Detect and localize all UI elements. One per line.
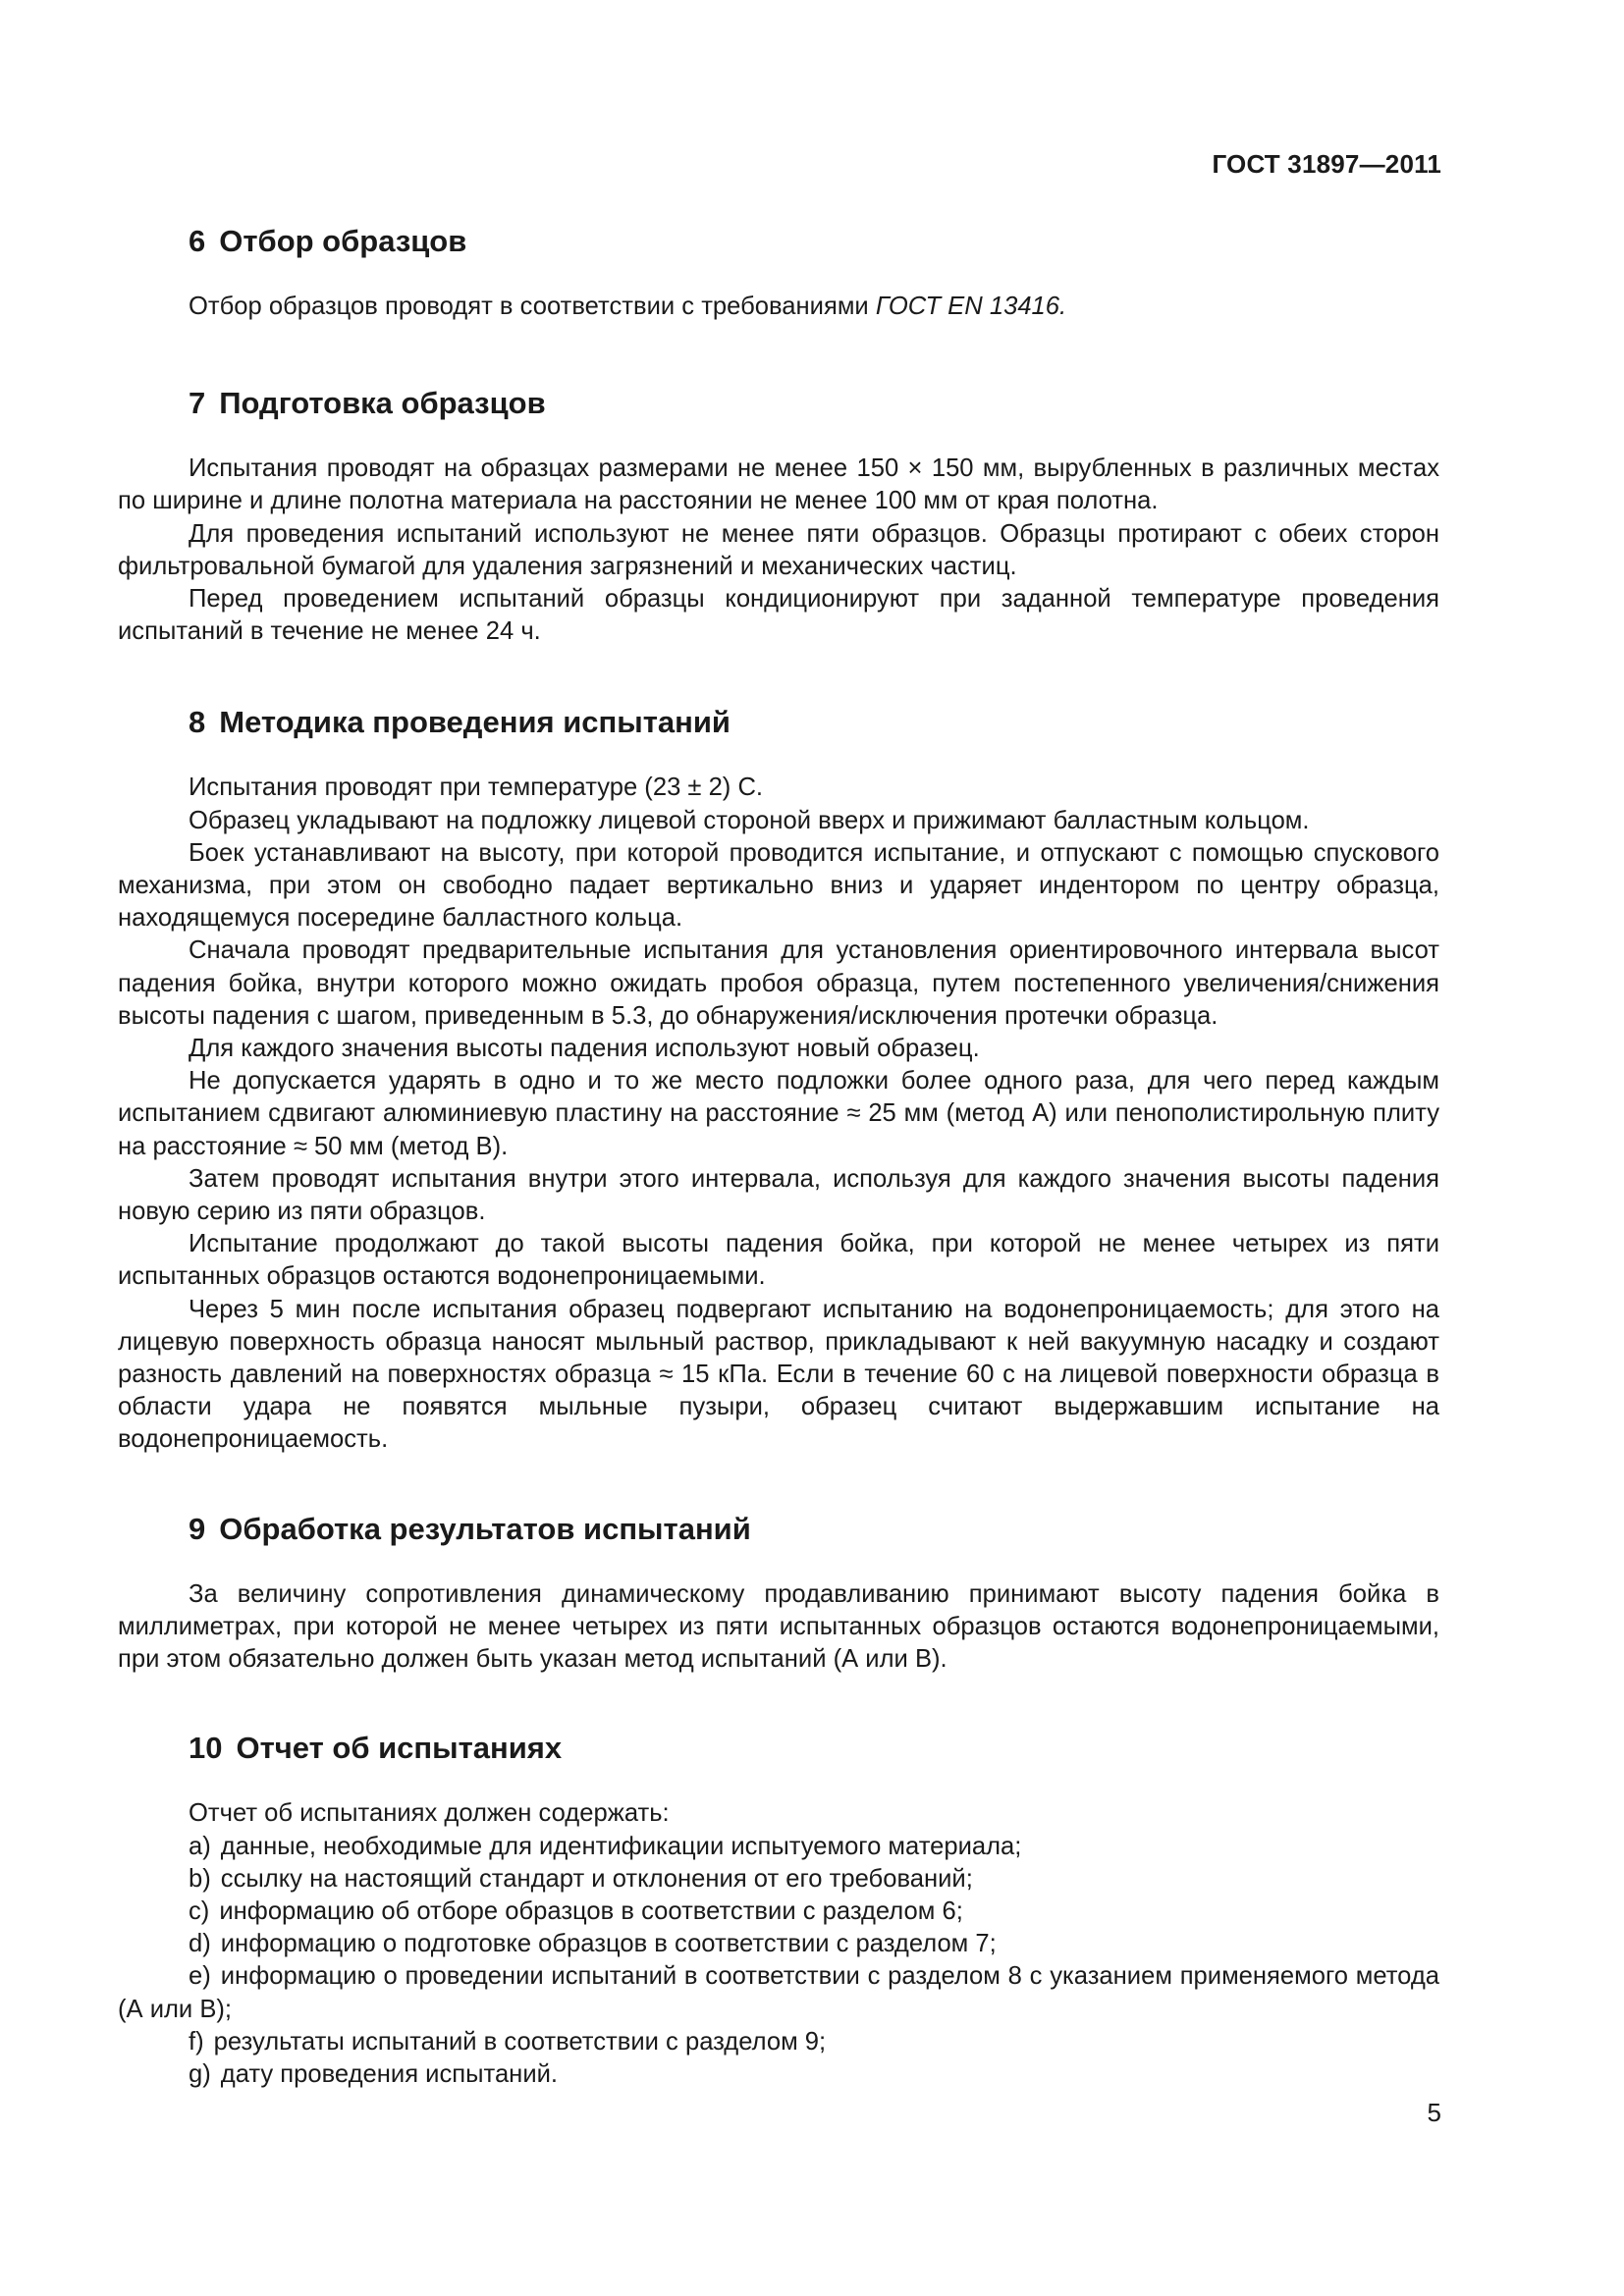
list-item-text: информацию об отборе образцов в соответствии с разделом 6; (219, 1896, 963, 1925)
list-item (118, 1928, 1439, 1960)
paragraph: Образец укладывают на подложку лицевой стороной вверх и прижимают балластным кольцом. (189, 806, 1310, 834)
list-item (118, 2026, 1439, 2058)
list-item-text: дату проведения испытаний. (220, 2059, 559, 2088)
list-item (118, 1863, 1439, 1896)
paragraph: Для проведения испытаний используют не менее пяти образцов. Образцы протирают с обеих сторон фильтровальной бумагой для удаления загрязнений и механических частиц. (118, 519, 1439, 580)
paragraph: Для каждого значения высоты падения используют новый образец. (189, 1035, 980, 1063)
page-number: 5 (1427, 2098, 1441, 2127)
section-number: 7 (189, 386, 206, 421)
section-9 (118, 1510, 1439, 1677)
section-number: 8 (189, 705, 206, 740)
list-intro: Отчет об испытаниях должен содержать: (189, 1799, 670, 1828)
list-item-text: данные, необходимые для идентификации испытуемого материала; (220, 1832, 1022, 1860)
section-10 (118, 1729, 1439, 2091)
list-item-text: информацию о проведении испытаний в соответствии с разделом 8 с указанием применяемого метода (А или В); (118, 1962, 1439, 2023)
paragraph: Испытание продолжают до такой высоты падения бойка, при которой не менее четырех из пяти испытанных образцов остаются водонепроницаемыми. (118, 1230, 1439, 1291)
standard-reference: ГОСТ EN 13416. (875, 293, 1067, 320)
list-item (118, 1896, 1439, 1928)
list-item-text: ссылку на настоящий стандарт и отклонения от его требований; (220, 1864, 973, 1893)
section-number: 10 (189, 1731, 223, 1766)
paragraph: Сначала проводят предварительные испытания для установления ориентировочного интервала высот падения бойка, внутри которого можно ожидать пробоя образца, путем постепенного увеличения/снижения высоты падения с шагом, приведенным в 5.3, до обнаружения/исключения протечки образца. (118, 936, 1439, 1030)
paragraph: Испытания проводят при температуре (23 ± 2) С. (189, 774, 764, 802)
section-number: 9 (189, 1511, 206, 1546)
section-6 (118, 222, 1439, 323)
section-title: Подготовка образцов (219, 386, 546, 421)
list-marker: f) (189, 2027, 204, 2056)
section-7 (118, 384, 1439, 648)
section-6-heading (118, 222, 1439, 261)
list-item-text: результаты испытаний в соответствии с разделом 9; (213, 2027, 827, 2056)
paragraph: Перед проведением испытаний образцы кондиционируют при заданной температуре проведения испытаний в течение не менее 24 ч. (118, 585, 1439, 646)
paragraph: Испытания проводят на образцах размерами не менее 150 × 150 мм, вырубленных в различных местах по ширине и длине полотна материала на расстоянии не менее 100 мм от края полотна. (118, 454, 1439, 515)
section-number: 6 (189, 224, 206, 258)
section-8-heading (118, 703, 1439, 742)
section-9-heading (118, 1510, 1439, 1549)
paragraph: Через 5 мин после испытания образец подвергают испытанию на водонепроницаемость; для этого на лицевую поверхность образца наносят мыльный раствор, прикладывают к ней вакуумную насадку и создают разность давлений на поверхностях образца ≈ 15 кПа. Если в течение 60 с на лицевой поверхности образца в области удара не появятся мыльные пузыри, образец считают выдержавшим испытание на водонепроницаемость. (118, 1295, 1439, 1454)
paragraph: Затем проводят испытания внутри этого интервала, используя для каждого значения высоты падения новую серию из пяти образцов. (118, 1164, 1439, 1226)
paragraph-text: Отбор образцов проводят в соответствии с требованиями (189, 293, 876, 320)
section-title: Методика проведения испытаний (219, 705, 731, 740)
paragraph: Не допускается ударять в одно и то же место подложки более одного раза, для чего перед каждым испытанием сдвигают алюминиевую пластину на расстояние ≈ 25 мм (метод А) или пенополистирольную плиту на расстояние ≈ 50 мм (метод В). (118, 1067, 1439, 1160)
section-10-heading (118, 1729, 1439, 1768)
list-item (118, 2058, 1439, 2091)
section-7-heading (118, 384, 1439, 423)
list-marker: a) (189, 1832, 211, 1860)
section-title: Обработка результатов испытаний (219, 1511, 751, 1546)
list-marker: d) (189, 1930, 211, 1958)
section-title: Отбор образцов (219, 224, 467, 258)
list-marker: b) (189, 1864, 211, 1893)
paragraph (118, 291, 1439, 323)
section-title: Отчет об испытаниях (236, 1731, 563, 1766)
document-designation: ГОСТ 31897—2011 (1212, 149, 1441, 179)
section-8 (118, 703, 1439, 1456)
list-item (118, 1960, 1439, 2025)
paragraph: За величину сопротивления динамическому продавливанию принимают высоту падения бойка в миллиметрах, при которой не менее четырех из пяти испытанных образцов остаются водонепроницаемыми, при этом обязательно должен быть указан метод испытаний (А или В). (118, 1579, 1439, 1674)
paragraph: Боек устанавливают на высоту, при которой проводится испытание, и отпускают с помощью спускового механизма, при этом он свободно падает вертикально вниз и ударяет индентором по центру образца, находящемуся посередине балластного кольца. (118, 838, 1439, 933)
list-item-text: информацию о подготовке образцов в соответствии с разделом 7; (220, 1930, 997, 1958)
list-marker: c) (189, 1896, 210, 1925)
list-item (118, 1831, 1439, 1863)
list-marker: g) (189, 2059, 211, 2088)
list-marker: e) (189, 1962, 211, 1991)
page-body (118, 222, 1439, 2091)
